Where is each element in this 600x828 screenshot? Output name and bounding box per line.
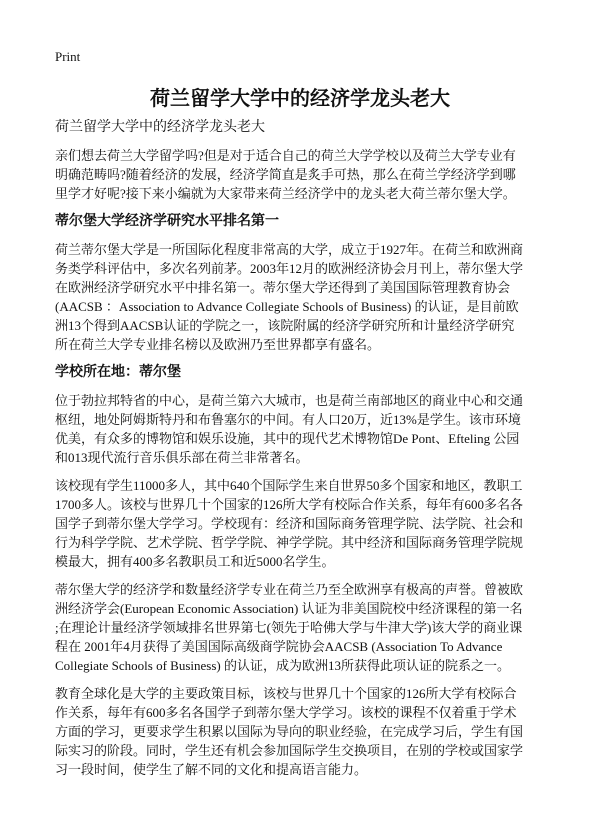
paragraph-line: 所在荷兰大学专业排名榜以及欧洲乃至世界都享有盛名。 xyxy=(55,337,381,352)
paragraph-line: 在欧洲经济学研究水平中排名第一。蒂尔堡大学还得到了美国国际管理教育协会 xyxy=(55,280,511,295)
paragraph xyxy=(55,146,545,203)
paragraph-line: 际实习的阶段。同时，学生还有机会参加国际学生交换项目，在别的学校或国家学 xyxy=(55,743,524,758)
paragraph-line: 务类学科评估中，多次名列前茅。2003年12月的欧洲经济协会月刊上，蒂尔堡大学 xyxy=(55,261,524,276)
paragraph-line: 里学才好呢?接下来小编就为大家带来荷兰经济学中的龙头老大荷兰蒂尔堡大学。 xyxy=(55,186,516,201)
paragraph-line: Collegiate Schools of Business) 的认证，成为欧洲13所获得此项认证的院系之一。 xyxy=(55,658,510,673)
paragraph-line: 方面的学习，更要求学生积累以国际为导向的职业经验，在完成学习后，学生有国 xyxy=(55,724,524,739)
print-link[interactable]: Print xyxy=(55,49,81,64)
paragraph-line: 和013现代流行音乐俱乐部在荷兰非常著名。 xyxy=(55,450,309,465)
section-heading: 蒂尔堡大学经济学研究水平排名第一 xyxy=(55,214,279,229)
paragraph xyxy=(55,240,545,354)
paragraph xyxy=(55,684,545,779)
paragraph-line: 程在 2001年4月获得了美国国际高级商学院协会AACSB (Association To Advance xyxy=(55,639,503,654)
paragraph xyxy=(55,391,545,467)
paragraph-line: 模最大，拥有400多名教职员工和近5000名学生。 xyxy=(55,554,335,569)
article-subtitle: 荷兰留学大学中的经济学龙头老大 xyxy=(55,120,265,135)
paragraph-line: 荷兰蒂尔堡大学是一所国际化程度非常高的大学，成立于1927年。在荷兰和欧洲商 xyxy=(55,242,524,257)
paragraph-line: 该校现有学生11000多人，其中640个国际学生来自世界50多个国家和地区，教职工 xyxy=(55,478,523,493)
article-body xyxy=(55,118,545,788)
paragraph xyxy=(55,580,545,675)
paragraph-line: 作关系，每年有600多名各国学子到蒂尔堡大学学习。该校的课程不仅着重于学术 xyxy=(55,705,517,720)
paragraph-line: 枢纽，地处阿姆斯特丹和布鲁塞尔的中间。有人口20万，近13%是学生。该市环境 xyxy=(55,412,521,427)
paragraph-line: 位于勃拉邦特省的中心，是荷兰第六大城市，也是荷兰南部地区的商业中心和交通 xyxy=(55,393,524,408)
page-title: 荷兰留学大学中的经济学龙头老大 xyxy=(150,88,450,110)
paragraph-line: 习一段时间，使学生了解不同的文化和提高语言能力。 xyxy=(55,762,368,777)
paragraph-line: 蒂尔堡大学的经济学和数量经济学专业在荷兰乃至全欧洲享有极高的声誉。曾被欧 xyxy=(55,582,524,597)
paragraph-line: 洲13个得到AACSB认证的学院之一，该院附属的经济学研究所和计量经济学研究 xyxy=(55,318,515,333)
paragraph-line: 亲们想去荷兰大学留学吗?但是对于适合自己的荷兰大学学校以及荷兰大学专业有 xyxy=(55,148,516,163)
paragraph-line: 行为科学学院、艺术学院、哲学学院、神学学院。其中经济和国际商务管理学院规 xyxy=(55,535,524,550)
paragraph-line: 洲经济学会(European Economic Association) 认证为非美国院校中经济课程的第一名 xyxy=(55,601,523,616)
paragraph xyxy=(55,476,545,571)
paragraph-line: 明确范畴吗?随着经济的发展，经济学简直是炙手可热，那么在荷兰学经济学到哪 xyxy=(55,167,516,182)
paragraph-line: 国学子到蒂尔堡大学学习。学校现有：经济和国际商务管理学院、法学院、社会和 xyxy=(55,516,524,531)
paragraph-line: 优美，有众多的博物馆和娱乐设施，其中的现代艺术博物馆De Pont、Efteling 公园 xyxy=(55,431,520,446)
paragraph-line: (AACSB ：Association to Advance Collegiate Schools of Business) 的认证，是目前欧 xyxy=(55,299,519,314)
section-heading: 学校所在地：蒂尔堡 xyxy=(55,365,181,380)
paragraph-line: 教育全球化是大学的主要政策目标，该校与世界几十个国家的126所大学有校际合 xyxy=(55,686,517,701)
paragraph-line: ;在理论计量经济学领域排名世界第七(领先于哈佛大学与牛津大学)该大学的商业课 xyxy=(55,620,523,635)
paragraph-line: 1700多人。该校与世界几十个国家的126所大学有校际合作关系，每年有600多名各 xyxy=(55,497,524,512)
